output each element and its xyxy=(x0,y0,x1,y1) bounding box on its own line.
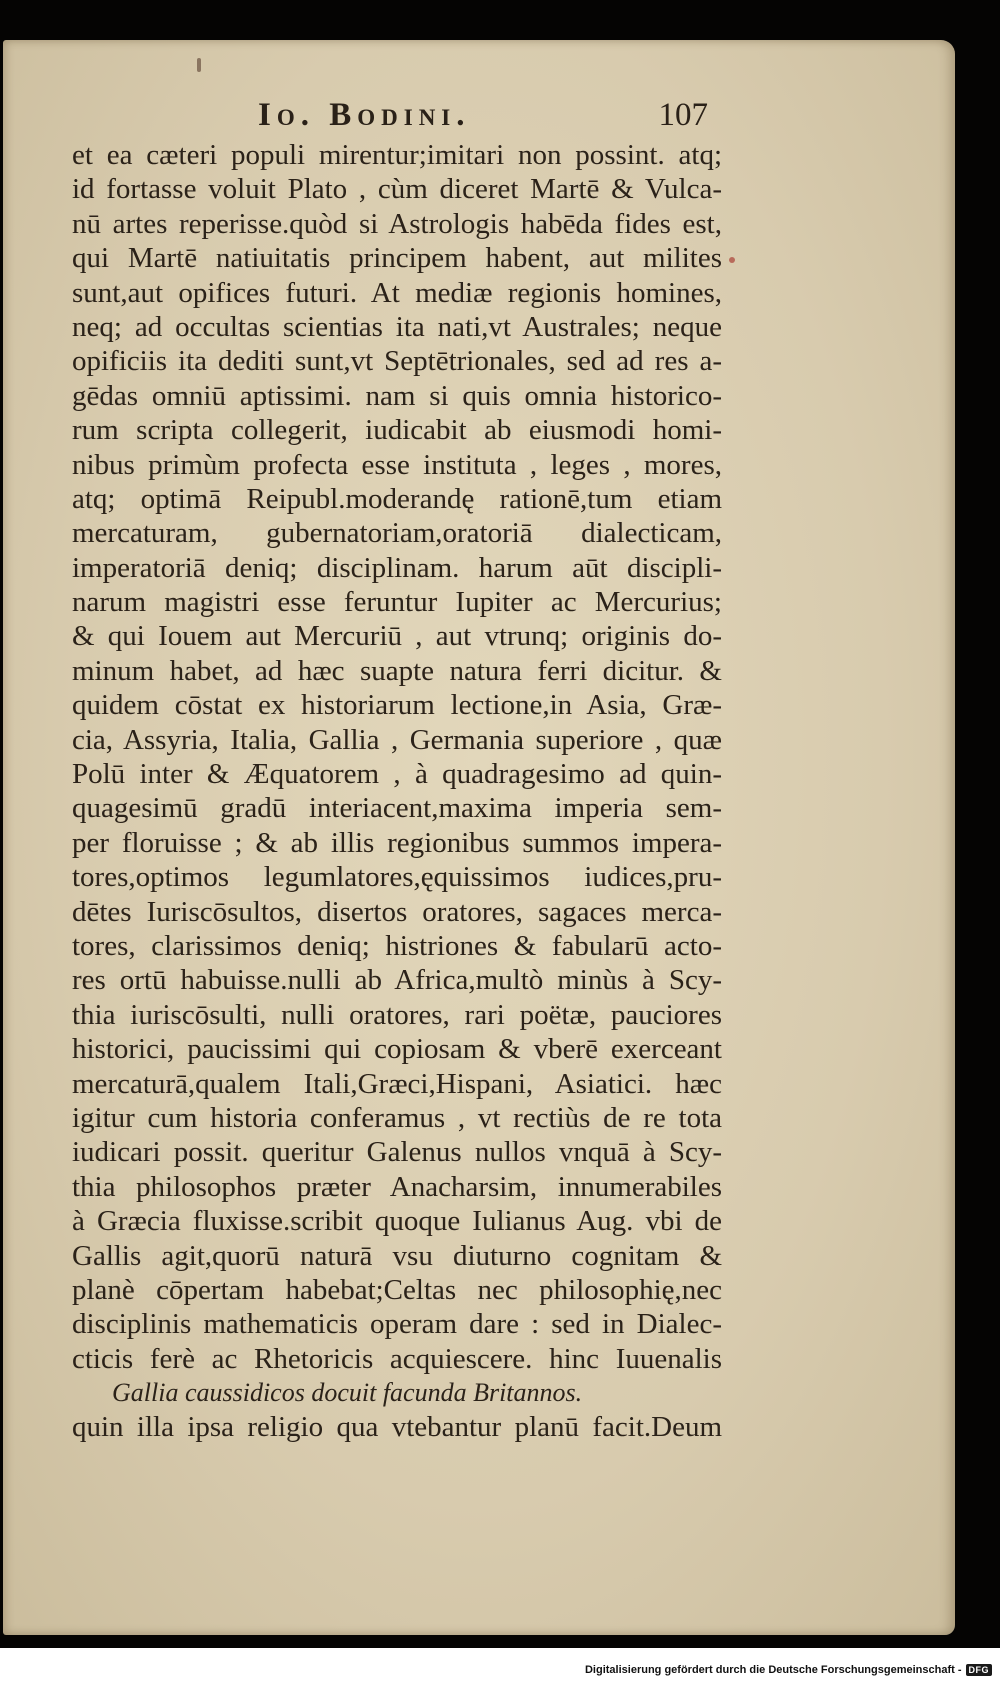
dfg-logo: DFG xyxy=(966,1664,993,1676)
text-line: imperatoriā deniq; disciplinam. harum aūt discipli- xyxy=(72,551,722,584)
text-line: neq; ad occultas scientias ita nati,vt Australes; neque xyxy=(72,310,722,343)
text-line: historici, paucissimi qui copiosam & vberē exerceant xyxy=(72,1033,722,1066)
text-line: cia, Assyria, Italia, Gallia , Germania superiore , quæ xyxy=(72,723,722,756)
text-line: rum scripta collegerit, iudicabit ab eiusmodi homi- xyxy=(72,414,722,447)
text-line: disciplinis mathematicis operam dare : sed in Dialec- xyxy=(72,1308,722,1341)
text-line: tores,optimos legumlatores,ęquissimos iudices,pru- xyxy=(72,861,722,894)
verse-quotation: Gallia caussidicos docuit facunda Britannos. xyxy=(112,1378,583,1408)
text-line: planè cōpertam habebat;Celtas nec philosophię,nec xyxy=(72,1273,722,1306)
text-line: mercaturam, gubernatoriam,oratoriā dialecticam, xyxy=(72,517,722,550)
text-line: gēdas omniū aptissimi. nam si quis omnia historico- xyxy=(72,379,722,412)
text-line: sunt,aut opifices futuri. At mediæ regionis homines, xyxy=(72,276,722,309)
page-number: 107 xyxy=(658,97,708,133)
text-line: nibus primùm profecta esse instituta , leges , mores, xyxy=(72,448,722,481)
text-line: quin illa ipsa religio qua vtebantur planū facit.Deum xyxy=(72,1411,722,1444)
page-header xyxy=(258,97,708,137)
text-line: Polū inter & Æquatorem , à quadragesimo ad quin- xyxy=(72,758,722,791)
text-line: thia philosophos præter Anacharsim, innumerabiles xyxy=(72,1170,722,1203)
text-line: thia iuriscōsulti, nulli oratores, rari poëtæ, pauciores xyxy=(72,998,722,1031)
text-line: id fortasse voluit Plato , cùm diceret Martē & Vulca- xyxy=(72,173,722,206)
text-line: tores, clarissimos deniq; histriones & fabularū acto- xyxy=(72,929,722,962)
main-text xyxy=(72,138,722,1445)
footer xyxy=(585,1664,992,1676)
text-line: mercaturā,qualem Itali,Græci,Hispani, Asiatici. hæc xyxy=(72,1067,722,1100)
text-line: & qui Iouem aut Mercuriū , aut vtrunq; originis do- xyxy=(72,620,722,653)
text-line: et ea cæteri populi mirentur;imitari non possint. atq; xyxy=(72,139,722,171)
text-line: quagesimū gradū interiacent,maxima imperia sem- xyxy=(72,792,722,825)
ink-mark xyxy=(729,257,735,263)
text-line: quidem cōstat ex historiarum lectione,in Asia, Græ- xyxy=(72,689,722,722)
digitization-credit: Digitalisierung gefördert durch die Deutsche Forschungsgemeinschaft - xyxy=(584,1664,962,1676)
text-line: cticis ferè ac Rhetoricis acquiescere. hinc Iuuenalis xyxy=(72,1342,722,1375)
running-title: Io. Bodini. xyxy=(258,97,471,133)
text-line: Gallis agit,quorū naturā vsu diuturno cognitam & xyxy=(72,1239,722,1272)
text-line: opificiis ita dediti sunt,vt Septētrionales, sed ad res a- xyxy=(72,345,722,378)
text-line: per floruisse ; & ab illis regionibus summos impera- xyxy=(72,826,722,859)
text-line: iudicari possit. queritur Galenus nullos vnquā à Scy- xyxy=(72,1136,722,1169)
text-line: res ortū habuisse.nulli ab Africa,multò minùs à Scy- xyxy=(72,964,722,997)
text-line: atq; optimā Reipubl.moderandę rationē,tum etiam xyxy=(72,482,722,515)
text-line: à Græcia fluxisse.scribit quoque Iulianus Aug. vbi de xyxy=(72,1205,722,1238)
text-line: igitur cum historia conferamus , vt rectiùs de re tota xyxy=(72,1101,722,1134)
ink-mark xyxy=(197,58,201,72)
text-line: dētes Iuriscōsultos, disertos oratores, sagaces merca- xyxy=(72,895,722,928)
text-line: narum magistri esse feruntur Iupiter ac Mercurius; xyxy=(72,586,722,619)
text-line: nū artes reperisse.quòd si Astrologis habēda fides est, xyxy=(72,207,722,240)
text-line: qui Martē natiuitatis principem habent, aut milites xyxy=(72,242,722,275)
text-line: minum habet, ad hæc suapte natura ferri dicitur. & xyxy=(72,654,722,687)
